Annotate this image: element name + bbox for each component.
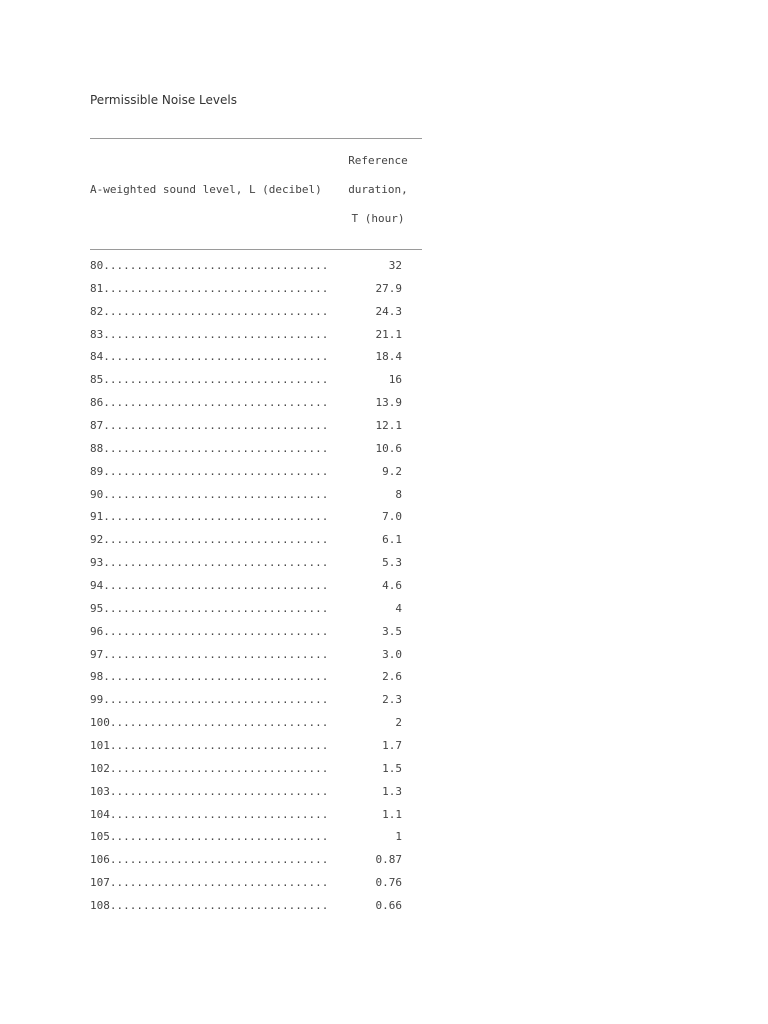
leader-dots: ..................................	[103, 304, 329, 318]
sound-level-value: 96	[90, 624, 104, 638]
sound-level-cell	[90, 579, 328, 592]
sound-level-value: 100	[90, 716, 110, 730]
sound-level-value: 93	[90, 556, 104, 570]
sound-level-cell	[90, 670, 328, 683]
duration-value: 3.5	[382, 624, 402, 638]
leader-dots: .................................	[109, 716, 329, 730]
sound-level-cell	[90, 762, 328, 775]
duration-value: 1.1	[382, 807, 402, 821]
sound-level-cell	[90, 785, 328, 798]
duration-value: 4	[395, 601, 402, 615]
sound-level-cell	[90, 739, 328, 752]
leader-dots: ..................................	[103, 693, 329, 707]
duration-value: 1.5	[382, 761, 402, 775]
sound-level-cell	[90, 556, 328, 569]
duration-value: 1.7	[382, 739, 402, 753]
leader-dots: ..................................	[103, 601, 329, 615]
leader-dots: .................................	[109, 899, 329, 913]
leader-dots: ..................................	[103, 487, 329, 501]
table-row	[90, 328, 422, 351]
sound-level-cell	[90, 808, 328, 821]
sound-level-cell	[90, 442, 328, 455]
sound-level-value: 107	[90, 876, 110, 890]
table-row	[90, 876, 422, 899]
table-row	[90, 373, 422, 396]
sound-level-value: 88	[90, 441, 104, 455]
leader-dots: ..................................	[103, 510, 329, 524]
duration-value: 21.1	[375, 327, 402, 341]
duration-value: 1.3	[382, 784, 402, 798]
sound-level-value: 104	[90, 807, 110, 821]
duration-value: 32	[388, 259, 402, 272]
duration-value: 7.0	[382, 510, 402, 524]
table-row	[90, 396, 422, 419]
sound-level-value: 106	[90, 853, 110, 867]
column-header-duration-line-3: T (hour)	[351, 212, 405, 225]
table-row	[90, 716, 422, 739]
leader-dots: .................................	[109, 739, 329, 753]
table-row	[90, 602, 422, 625]
column-header-duration-line-1: Reference	[348, 154, 408, 167]
leader-dots: ..................................	[103, 624, 329, 638]
table-row	[90, 830, 422, 853]
sound-level-value: 98	[90, 670, 104, 684]
leader-dots: .................................	[109, 830, 329, 844]
duration-value: 1	[395, 830, 402, 844]
sound-level-cell	[90, 853, 328, 866]
table-row	[90, 419, 422, 442]
sound-level-cell	[90, 648, 328, 661]
duration-value: 0.66	[375, 899, 402, 913]
leader-dots: ..................................	[103, 373, 329, 387]
leader-dots: ..................................	[103, 419, 329, 433]
table-row	[90, 693, 422, 716]
sound-level-cell	[90, 716, 328, 729]
sound-level-cell	[90, 350, 328, 363]
sound-level-value: 99	[90, 693, 104, 707]
sound-level-cell	[90, 899, 328, 912]
sound-level-value: 81	[90, 281, 104, 295]
sound-level-cell	[90, 625, 328, 638]
leader-dots: .................................	[109, 761, 329, 775]
noise-level-table-body	[90, 259, 422, 922]
duration-value: 16	[388, 373, 402, 387]
table-row	[90, 556, 422, 579]
leader-dots: .................................	[109, 784, 329, 798]
leader-dots: ..................................	[103, 464, 329, 478]
leader-dots: .................................	[109, 807, 329, 821]
table-row	[90, 808, 422, 831]
table-row	[90, 533, 422, 556]
sound-level-value: 105	[90, 830, 110, 844]
table-row	[90, 465, 422, 488]
table-row	[90, 899, 422, 922]
sound-level-value: 80	[90, 259, 104, 272]
sound-level-cell	[90, 465, 328, 478]
table-row	[90, 350, 422, 373]
leader-dots: ..................................	[103, 259, 329, 272]
duration-value: 12.1	[375, 419, 402, 433]
duration-value: 0.76	[375, 876, 402, 890]
sound-level-cell	[90, 510, 328, 523]
duration-value: 18.4	[375, 350, 402, 364]
page-title: Permissible Noise Levels	[90, 93, 237, 107]
duration-value: 24.3	[375, 304, 402, 318]
table-row	[90, 305, 422, 328]
leader-dots: ..................................	[103, 396, 329, 410]
leader-dots: .................................	[109, 876, 329, 890]
sound-level-cell	[90, 876, 328, 889]
sound-level-value: 101	[90, 739, 110, 753]
sound-level-value: 94	[90, 579, 104, 593]
table-row	[90, 282, 422, 305]
leader-dots: ..................................	[103, 281, 329, 295]
sound-level-value: 108	[90, 899, 110, 913]
table-header-rule	[90, 249, 422, 250]
sound-level-value: 86	[90, 396, 104, 410]
table-row	[90, 648, 422, 671]
leader-dots: ..................................	[103, 556, 329, 570]
sound-level-value: 82	[90, 304, 104, 318]
sound-level-value: 84	[90, 350, 104, 364]
table-row	[90, 739, 422, 762]
column-header-sound-level: A-weighted sound level, L (decibel)	[90, 183, 322, 196]
sound-level-value: 95	[90, 601, 104, 615]
table-row	[90, 488, 422, 511]
leader-dots: ..................................	[103, 350, 329, 364]
sound-level-value: 92	[90, 533, 104, 547]
leader-dots: ..................................	[103, 579, 329, 593]
sound-level-cell	[90, 602, 328, 615]
sound-level-cell	[90, 830, 328, 843]
sound-level-value: 87	[90, 419, 104, 433]
table-row	[90, 579, 422, 602]
duration-value: 6.1	[382, 533, 402, 547]
sound-level-cell	[90, 328, 328, 341]
sound-level-value: 102	[90, 761, 110, 775]
sound-level-cell	[90, 305, 328, 318]
leader-dots: .................................	[109, 853, 329, 867]
sound-level-cell	[90, 373, 328, 386]
duration-value: 27.9	[375, 281, 402, 295]
sound-level-value: 85	[90, 373, 104, 387]
duration-value: 2.6	[382, 670, 402, 684]
sound-level-cell	[90, 533, 328, 546]
duration-value: 5.3	[382, 556, 402, 570]
duration-value: 10.6	[375, 441, 402, 455]
table-row	[90, 510, 422, 533]
table-row	[90, 625, 422, 648]
table-row	[90, 442, 422, 465]
sound-level-cell	[90, 488, 328, 501]
leader-dots: ..................................	[103, 670, 329, 684]
sound-level-cell	[90, 396, 328, 409]
duration-value: 13.9	[375, 396, 402, 410]
leader-dots: ..................................	[103, 533, 329, 547]
table-row	[90, 785, 422, 808]
sound-level-value: 83	[90, 327, 104, 341]
table-row	[90, 670, 422, 693]
duration-value: 2	[395, 716, 402, 730]
duration-value: 9.2	[382, 464, 402, 478]
duration-value: 8	[395, 487, 402, 501]
leader-dots: ..................................	[103, 647, 329, 661]
duration-value: 4.6	[382, 579, 402, 593]
duration-value: 2.3	[382, 693, 402, 707]
sound-level-cell	[90, 693, 328, 706]
sound-level-value: 103	[90, 784, 110, 798]
sound-level-cell	[90, 282, 328, 295]
sound-level-cell	[90, 259, 328, 272]
column-header-duration-line-2: duration,	[348, 183, 408, 196]
table-row	[90, 762, 422, 785]
duration-value: 3.0	[382, 647, 402, 661]
table-row	[90, 853, 422, 876]
table-top-rule	[90, 138, 422, 139]
sound-level-cell	[90, 419, 328, 432]
leader-dots: ..................................	[103, 327, 329, 341]
sound-level-value: 91	[90, 510, 104, 524]
sound-level-value: 90	[90, 487, 104, 501]
sound-level-value: 89	[90, 464, 104, 478]
table-row	[90, 259, 422, 282]
duration-value: 0.87	[375, 853, 402, 867]
sound-level-value: 97	[90, 647, 104, 661]
leader-dots: ..................................	[103, 441, 329, 455]
